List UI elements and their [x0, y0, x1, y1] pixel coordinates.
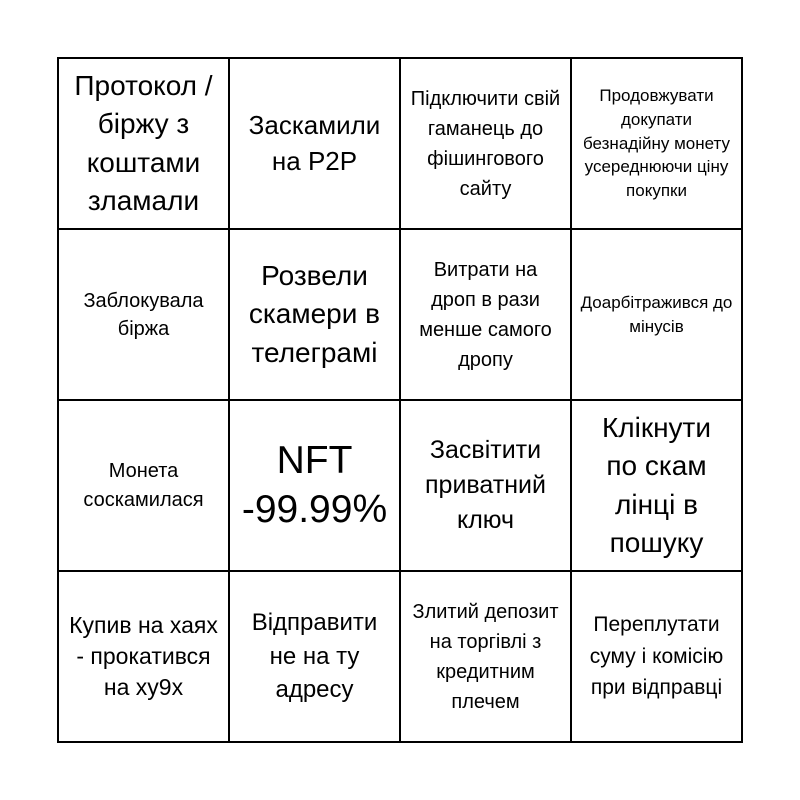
bingo-cell-text: Монета соскамилася [83, 459, 204, 511]
bingo-cell[interactable] [571, 58, 742, 229]
bingo-cell-text: Клікнути по скам лінці в пошуку [601, 412, 712, 558]
bingo-cell[interactable] [58, 229, 229, 400]
bingo-cell-text: Відправити не на ту адресу [251, 609, 378, 704]
bingo-cell-text: Протокол / біржу з коштами зламали [74, 70, 213, 216]
bingo-cell[interactable] [571, 400, 742, 571]
bingo-cell[interactable] [400, 400, 571, 571]
bingo-cell-text: Підключити свій гаманець до фішингового сайту [410, 87, 561, 200]
bingo-cell[interactable] [229, 229, 400, 400]
bingo-cell[interactable] [229, 58, 400, 229]
bingo-cell-text: Продовжувати докупати безнадійну монету усереднюючи ціну покупки [583, 86, 730, 201]
bingo-cell-text: Переплутати суму і комісію при відправці [589, 613, 724, 700]
bingo-cell-text: Розвели скамери в телеграмі [248, 260, 381, 368]
bingo-board [57, 57, 743, 743]
bingo-cell[interactable] [400, 229, 571, 400]
bingo-cell-text: Злитий депозит на торгівлі з кредитним плечем [412, 600, 559, 713]
bingo-cell[interactable] [571, 229, 742, 400]
bingo-cell[interactable] [58, 58, 229, 229]
bingo-cell[interactable] [571, 571, 742, 742]
bingo-cell-text: Заскамили на P2P [248, 110, 381, 176]
bingo-cell-text: Заблокувала біржа [83, 289, 204, 340]
bingo-cell-text: Засвітити приватний ключ [425, 436, 546, 534]
bingo-cell-text: NFT -99.99% [241, 438, 388, 531]
bingo-cell[interactable] [58, 400, 229, 571]
bingo-cell-text: Витрати на дроп в рази менше самого дропу [419, 258, 552, 371]
bingo-cell[interactable] [229, 400, 400, 571]
bingo-cell[interactable] [400, 571, 571, 742]
bingo-cell[interactable] [400, 58, 571, 229]
bingo-cell[interactable] [229, 571, 400, 742]
bingo-cell-text: Доарбітражився до мінусів [580, 292, 733, 336]
bingo-cell-text: Купив на хаях - прокатився на ху9х [69, 611, 218, 701]
bingo-cell[interactable] [58, 571, 229, 742]
